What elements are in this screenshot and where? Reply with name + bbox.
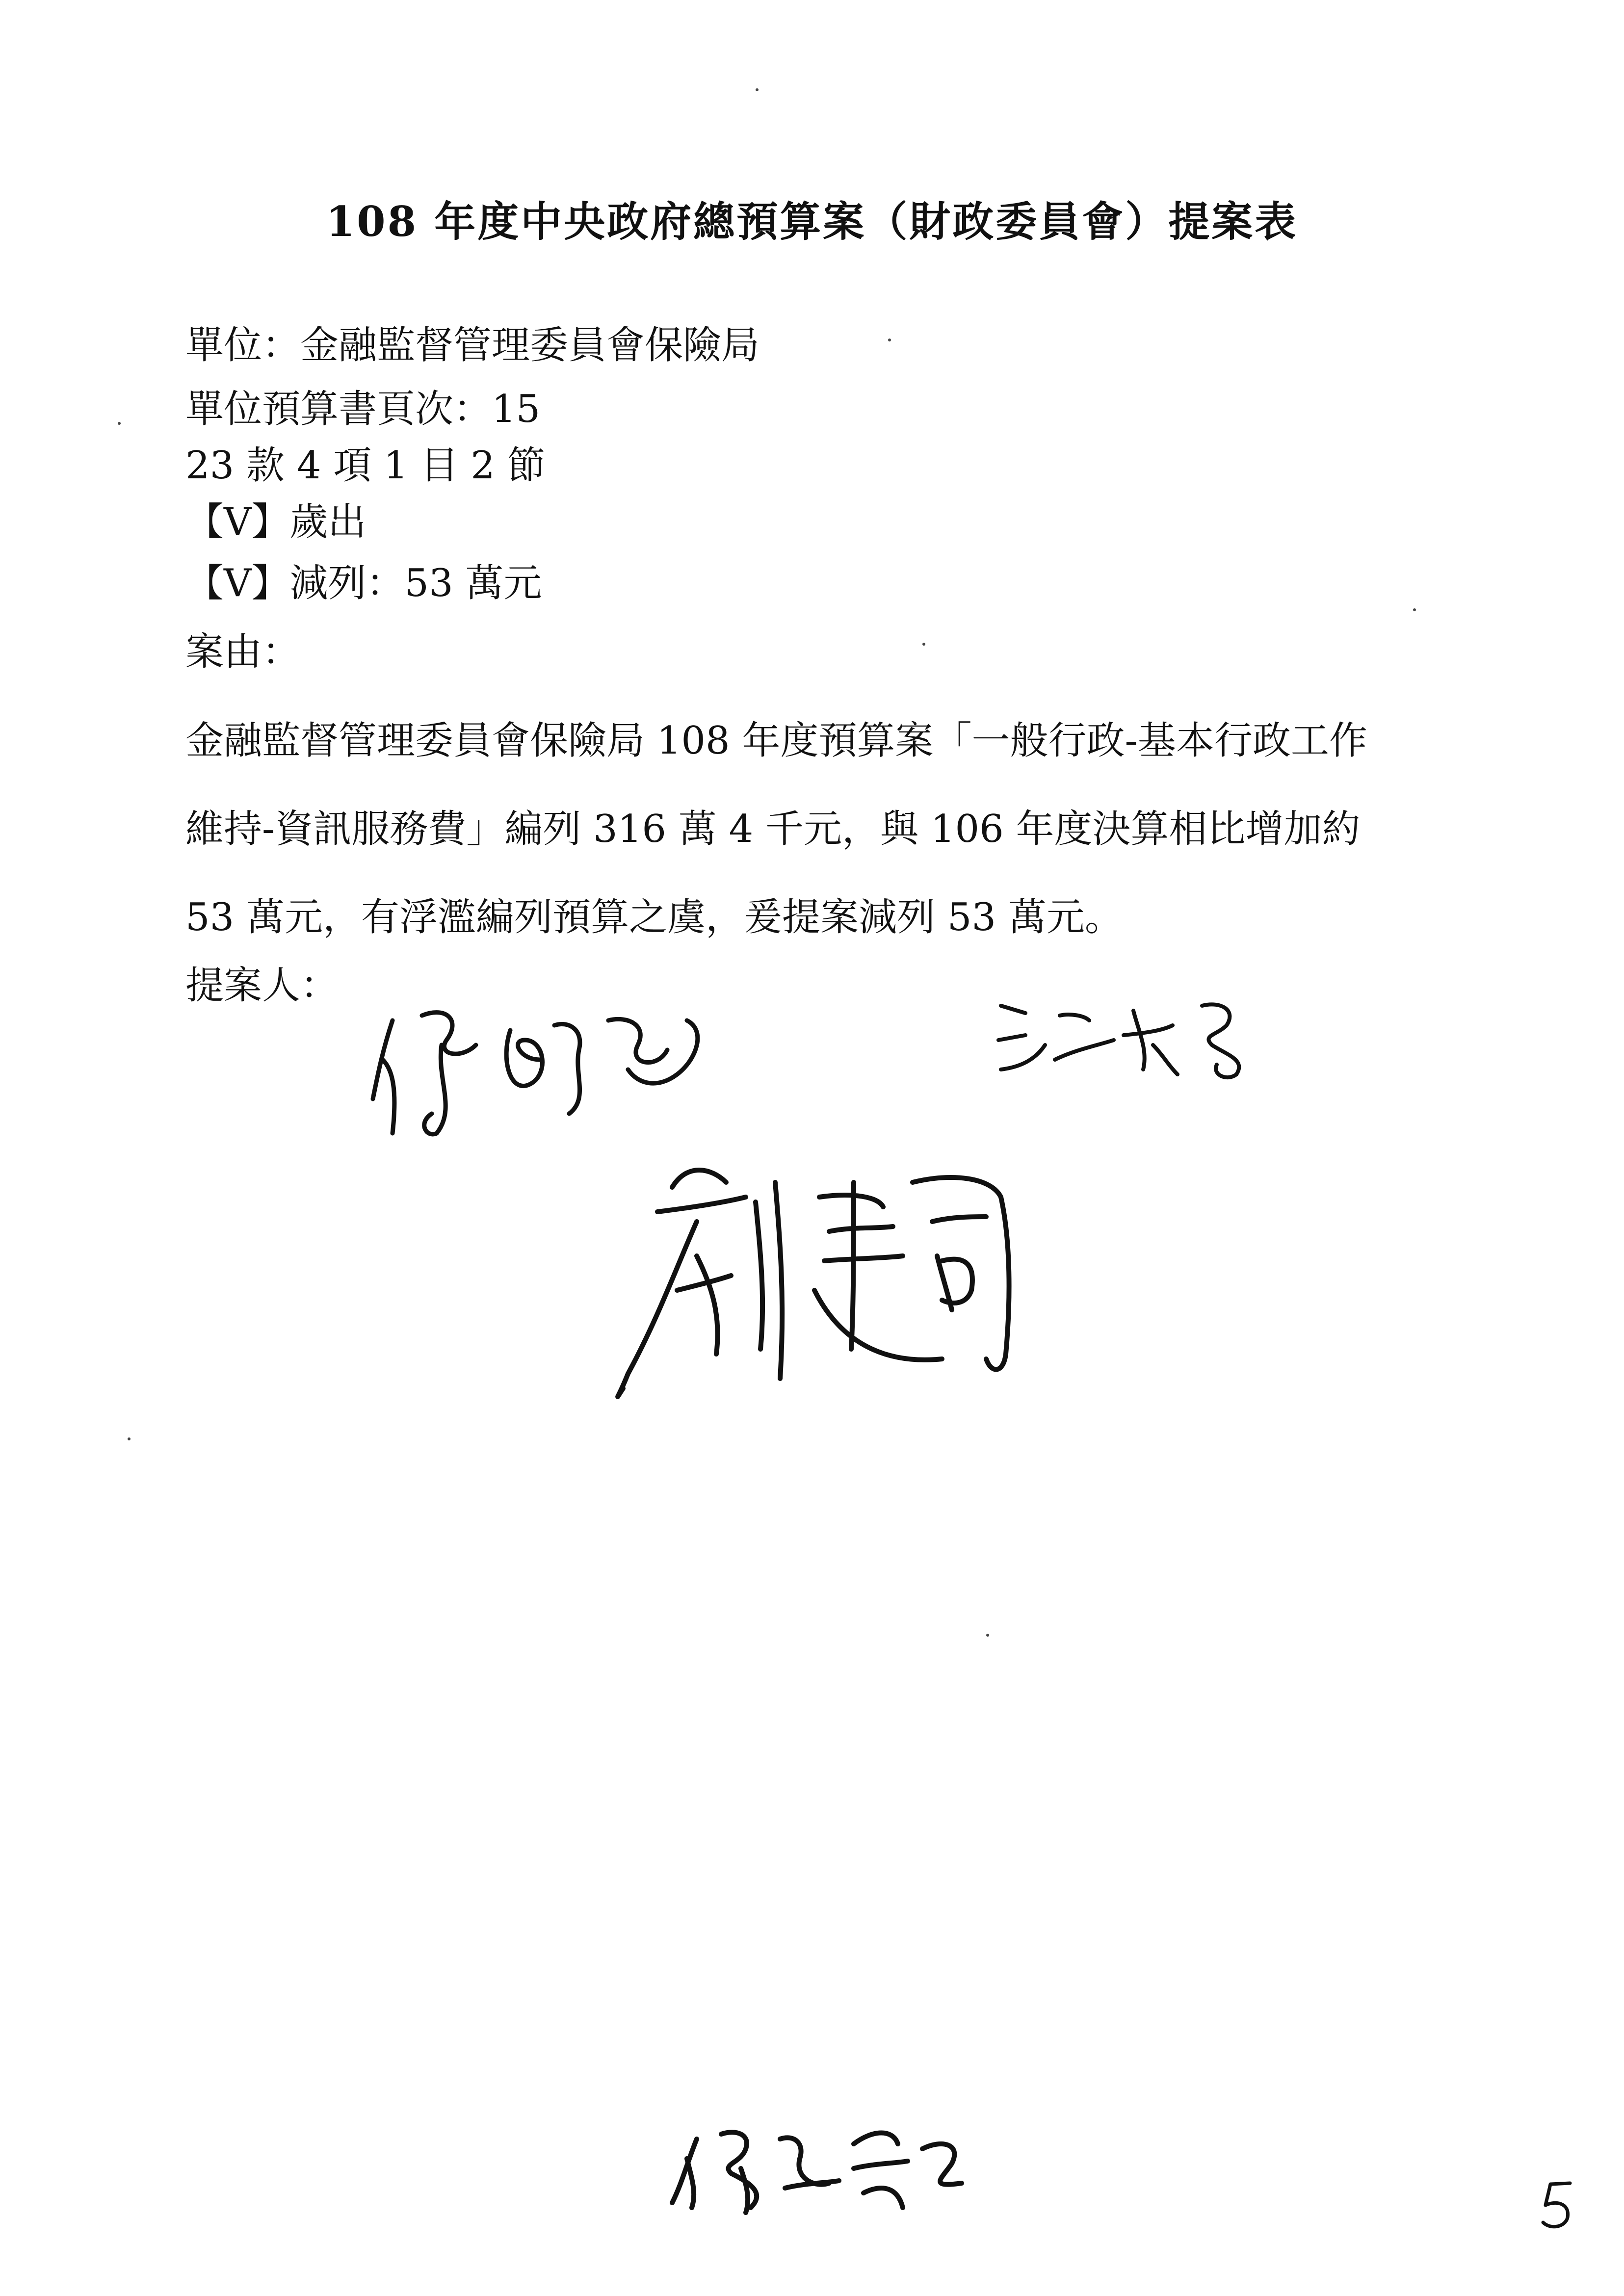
scan-speck	[922, 643, 925, 646]
reason-line-2: 維持-資訊服務費」編列 316 萬 4 千元，與 106 年度決算相比增加約	[185, 807, 1361, 851]
footer-handwritten-note	[667, 2110, 971, 2218]
reason-line-1: 金融監督管理委員會保險局 108 年度預算案「一般行政-基本行政工作	[185, 719, 1367, 763]
reason-line-3: 53 萬元，有浮濫編列預算之虞，爰提案減列 53 萬元。	[185, 895, 1123, 939]
item-code-field: 23 款 4 項 1 目 2 節	[185, 444, 546, 488]
scan-speck	[1413, 608, 1416, 611]
scan-speck	[118, 422, 121, 425]
expenditure-checkbox-field: 【V】歲出	[185, 500, 367, 544]
reduction-field: 【V】減列：53 萬元	[185, 561, 542, 605]
signature-3	[599, 1143, 1040, 1418]
proposer-label: 提案人：	[185, 964, 339, 1008]
scan-speck	[128, 1437, 131, 1440]
scan-speck	[888, 339, 891, 341]
budget-page-field: 單位預算書頁次：15	[185, 387, 541, 431]
unit-field: 單位：金融監督管理委員會保險局	[185, 323, 760, 367]
scan-speck	[756, 88, 759, 91]
reason-text	[185, 697, 1471, 962]
signature-1	[363, 986, 736, 1143]
page-number	[1536, 2178, 1580, 2232]
scan-speck	[986, 1634, 989, 1637]
reason-label: 案由：	[185, 630, 301, 674]
document-title: 108 年度中央政府總預算案（財政委員會）提案表	[326, 197, 1298, 246]
signature-2	[991, 986, 1266, 1084]
